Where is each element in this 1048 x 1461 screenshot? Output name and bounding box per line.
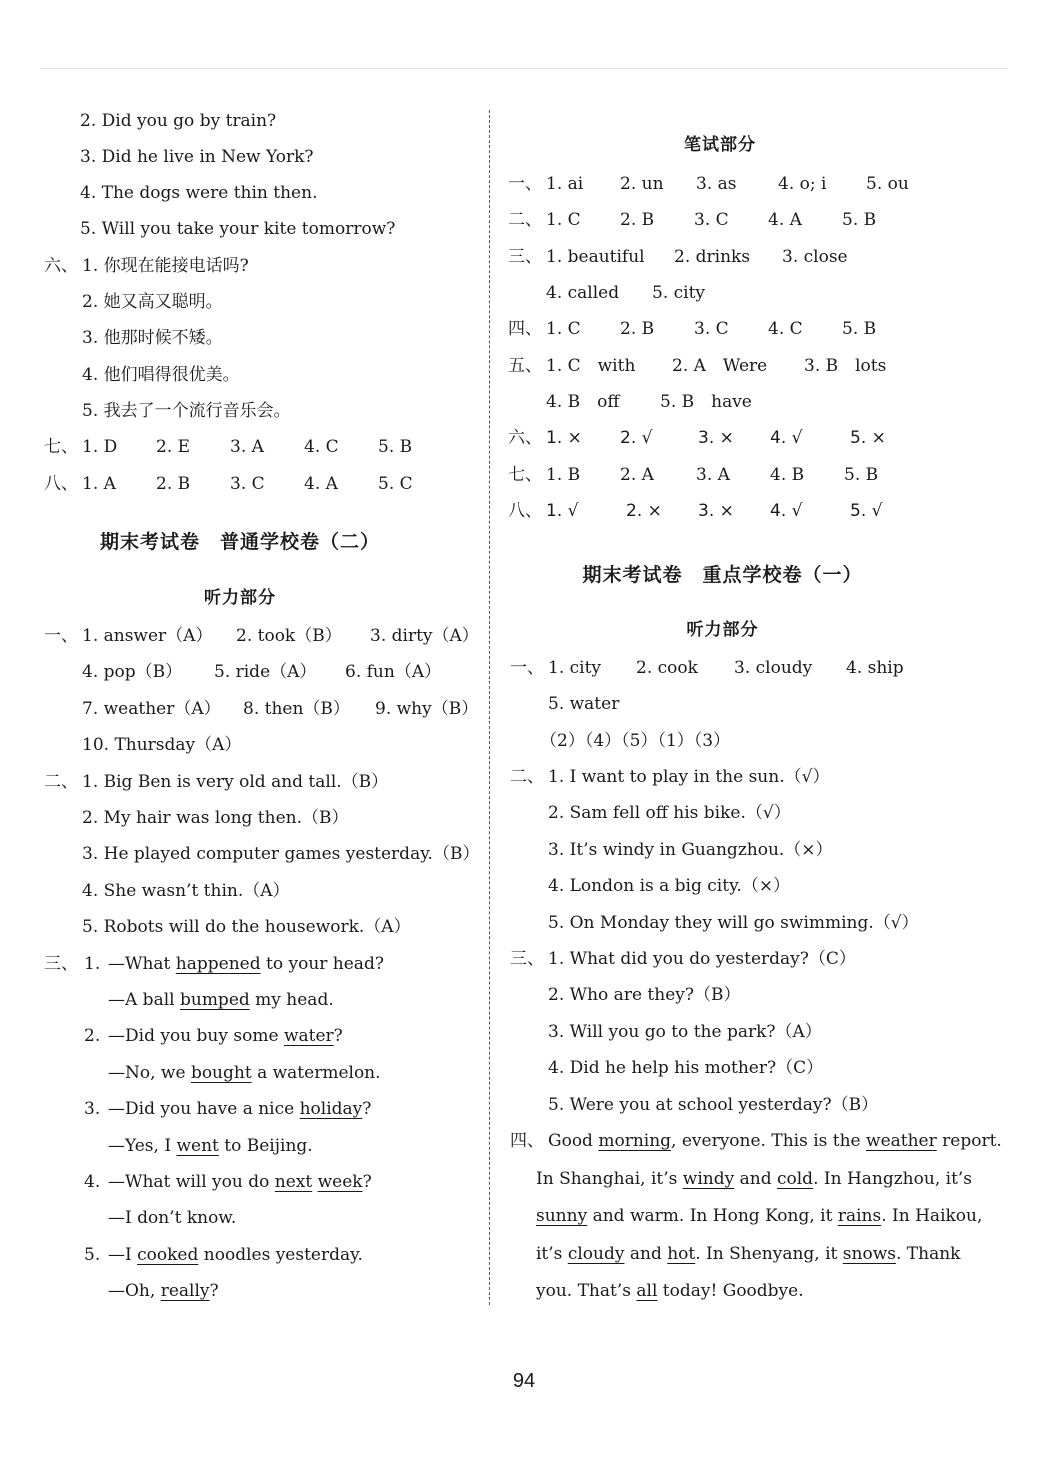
answer-item: 3. A — [696, 465, 730, 485]
answer-item: 1. √ — [546, 501, 579, 521]
answer-item: 5. × — [850, 428, 886, 448]
section-marker: 六、 — [44, 256, 78, 276]
answer-item: 4. B off — [546, 392, 620, 412]
section-marker: 二、 — [44, 772, 78, 792]
section-marker: 二、 — [510, 767, 544, 787]
answer-item: 5. √ — [850, 501, 883, 521]
answer-item: 5. B — [378, 437, 413, 457]
answer-item: 2. √ — [620, 428, 653, 448]
answer-item: 4. A — [304, 474, 338, 494]
answer-line: 5. Robots will do the housework.（A） — [82, 917, 411, 937]
answer-item: 3. cloudy — [734, 658, 813, 678]
answer-line: 4. She wasn’t thin.（A） — [82, 881, 290, 901]
subsection-title: 笔试部分 — [684, 135, 756, 155]
answer-item: 2. B — [620, 319, 655, 339]
answer-item: 5. city — [652, 283, 706, 303]
section-title: 期末考试卷 普通学校卷（二） — [99, 531, 380, 553]
answer-line: 2. Sam fell off his bike.（√） — [548, 803, 791, 823]
answer-item: 1. B — [546, 465, 581, 485]
answer-item: 3. C — [694, 210, 729, 230]
answer-item: 4. C — [768, 319, 803, 339]
answer-item: 4. called — [546, 283, 620, 303]
section-marker: 四、 — [508, 319, 542, 339]
dialogue-line: —Oh, really? — [108, 1281, 219, 1301]
answer-item: 5. C — [378, 474, 413, 494]
item-number: 1. — [84, 954, 101, 974]
answer-item: 3. dirty（A） — [370, 626, 479, 646]
answer-item: 3. as — [696, 174, 737, 194]
answer-item: 5. B — [842, 319, 877, 339]
answer-item: 4. C — [304, 437, 339, 457]
answer-item: 2. × — [626, 501, 662, 521]
answer-item: 7. weather（A） — [82, 699, 221, 719]
answer-order: （2）（4）（5）（1）（3） — [540, 731, 731, 751]
answer-item: 4. o; i — [778, 174, 827, 194]
section-marker: 四、 — [510, 1131, 544, 1151]
answer-item: 4. ship — [846, 658, 904, 678]
paragraph-line: Good morning, everyone. This is the weather report. — [548, 1131, 1002, 1151]
answer-item: 3. C — [694, 319, 729, 339]
answer-line: 4. The dogs were thin then. — [80, 183, 318, 203]
item-number: 3. — [84, 1099, 101, 1119]
answer-item: 3. B lots — [804, 356, 887, 376]
section-marker: 五、 — [508, 356, 542, 376]
section-marker: 二、 — [508, 210, 542, 230]
answer-line: 3. Will you go to the park?（A） — [548, 1022, 822, 1042]
answer-item: 5. ou — [866, 174, 909, 194]
paragraph-line: it’s cloudy and hot. In Shenyang, it snows. Thank — [536, 1244, 961, 1264]
answer-item: 2. B — [156, 474, 191, 494]
page-number: 94 — [512, 1370, 536, 1392]
item-number: 5. — [84, 1245, 101, 1265]
answer-line: 2. 她又高又聪明。 — [82, 292, 223, 312]
answer-item: 8. then（B） — [243, 699, 350, 719]
subsection-title: 听力部分 — [686, 620, 759, 640]
paragraph-line: sunny and warm. In Hong Kong, it rains. In Haikou, — [536, 1206, 983, 1226]
section-marker: 三、 — [510, 949, 544, 969]
subsection-title: 听力部分 — [204, 588, 276, 608]
answer-item: 4. √ — [770, 501, 803, 521]
paragraph-line: you. That’s all today! Goodbye. — [536, 1281, 804, 1301]
answer-item: 2. took（B） — [236, 626, 342, 646]
dialogue-line: —I cooked noodles yesterday. — [108, 1245, 363, 1265]
answer-item: 2. cook — [636, 658, 698, 678]
dialogue-line: —What will you do next week? — [108, 1172, 372, 1192]
section-marker: 一、 — [508, 174, 542, 194]
answer-item: 4. A — [768, 210, 802, 230]
answer-item: 2. un — [620, 174, 664, 194]
answer-item: 4. √ — [770, 428, 803, 448]
answer-item: 6. fun（A） — [345, 662, 442, 682]
answer-item: 1. city — [548, 658, 602, 678]
section-marker: 一、 — [44, 626, 78, 646]
answer-item: 2. A Were — [672, 356, 768, 376]
section-marker: 七、 — [44, 437, 78, 457]
answer-line: 4. Did he help his mother?（C） — [548, 1058, 824, 1078]
dialogue-line: —A ball bumped my head. — [108, 990, 334, 1010]
answer-item: 3. A — [230, 437, 264, 457]
answer-item: 1. ai — [546, 174, 584, 194]
answer-item: 3. C — [230, 474, 265, 494]
answer-item: 3. × — [698, 501, 734, 521]
answer-line: 2. My hair was long then.（B） — [82, 808, 349, 828]
paragraph-line: In Shanghai, it’s windy and cold. In Hangzhou, it’s — [536, 1169, 973, 1189]
answer-item: 2. A — [620, 465, 654, 485]
answer-item: 9. why（B） — [375, 699, 479, 719]
dialogue-line: —Did you buy some water? — [108, 1026, 343, 1046]
answer-item: 1. C with — [546, 356, 636, 376]
answer-line: 4. London is a big city.（×） — [548, 876, 791, 896]
answer-item: 2. B — [620, 210, 655, 230]
answer-line: 3. It’s windy in Guangzhou.（×） — [548, 840, 833, 860]
answer-item: 2. drinks — [674, 247, 751, 267]
item-number: 2. — [84, 1026, 101, 1046]
section-marker: 一、 — [510, 658, 544, 678]
answer-line: 3. Did he live in New York? — [80, 147, 314, 167]
dialogue-line: —I don’t know. — [108, 1208, 237, 1228]
answer-item: 1. × — [546, 428, 582, 448]
answer-item: 2. E — [156, 437, 191, 457]
answer-item: 4. B — [770, 465, 805, 485]
answer-item: 1. D — [82, 437, 118, 457]
item-number: 4. — [84, 1172, 101, 1192]
answer-item: 1. C — [546, 210, 581, 230]
answer-line: 5. Will you take your kite tomorrow? — [80, 219, 396, 239]
section-marker: 七、 — [508, 465, 542, 485]
answer-line: 2. Did you go by train? — [80, 111, 277, 131]
dialogue-line: —What happened to your head? — [108, 954, 384, 974]
answer-item: 1. answer（A） — [82, 626, 213, 646]
answer-line: 1. 你现在能接电话吗? — [82, 256, 249, 276]
answer-line: 3. He played computer games yesterday.（B） — [82, 844, 480, 864]
section-marker: 八、 — [44, 474, 78, 494]
section-title: 期末考试卷 重点学校卷（一） — [582, 564, 863, 586]
answer-item: 5. B — [842, 210, 877, 230]
dialogue-line: —Yes, I went to Beijing. — [108, 1136, 313, 1156]
dialogue-line: —Did you have a nice holiday? — [108, 1099, 372, 1119]
answer-item: 1. A — [82, 474, 116, 494]
answer-line: 3. 他那时候不矮。 — [82, 328, 223, 348]
answer-item: 3. close — [782, 247, 848, 267]
answer-line: 5. Were you at school yesterday?（B） — [548, 1095, 879, 1115]
section-marker: 六、 — [508, 428, 542, 448]
answer-item: 4. pop（B） — [82, 662, 183, 682]
answer-item: 5. water — [548, 694, 620, 714]
answer-line: 4. 他们唱得很优美。 — [82, 365, 240, 385]
answer-line: 5. On Monday they will go swimming.（√） — [548, 913, 919, 933]
answer-item: 1. beautiful — [546, 247, 645, 267]
section-marker: 三、 — [508, 247, 542, 267]
section-marker: 八、 — [508, 501, 542, 521]
top-rule — [40, 68, 1008, 69]
answer-line: 1. I want to play in the sun.（√） — [548, 767, 830, 787]
answer-item: 1. C — [546, 319, 581, 339]
answer-item: 5. B — [844, 465, 879, 485]
section-marker: 三、 — [44, 954, 78, 974]
column-divider — [489, 110, 490, 1305]
answer-item: 5. ride（A） — [214, 662, 317, 682]
dialogue-line: —No, we bought a watermelon. — [108, 1063, 381, 1083]
answer-line: 1. Big Ben is very old and tall.（B） — [82, 772, 389, 792]
answer-item: 10. Thursday（A） — [82, 735, 242, 755]
answer-line: 1. What did you do yesterday?（C） — [548, 949, 856, 969]
answer-item: 5. B have — [660, 392, 752, 412]
answer-line: 2. Who are they?（B） — [548, 985, 741, 1005]
answer-item: 3. × — [698, 428, 734, 448]
answer-line: 5. 我去了一个流行音乐会。 — [82, 401, 291, 421]
